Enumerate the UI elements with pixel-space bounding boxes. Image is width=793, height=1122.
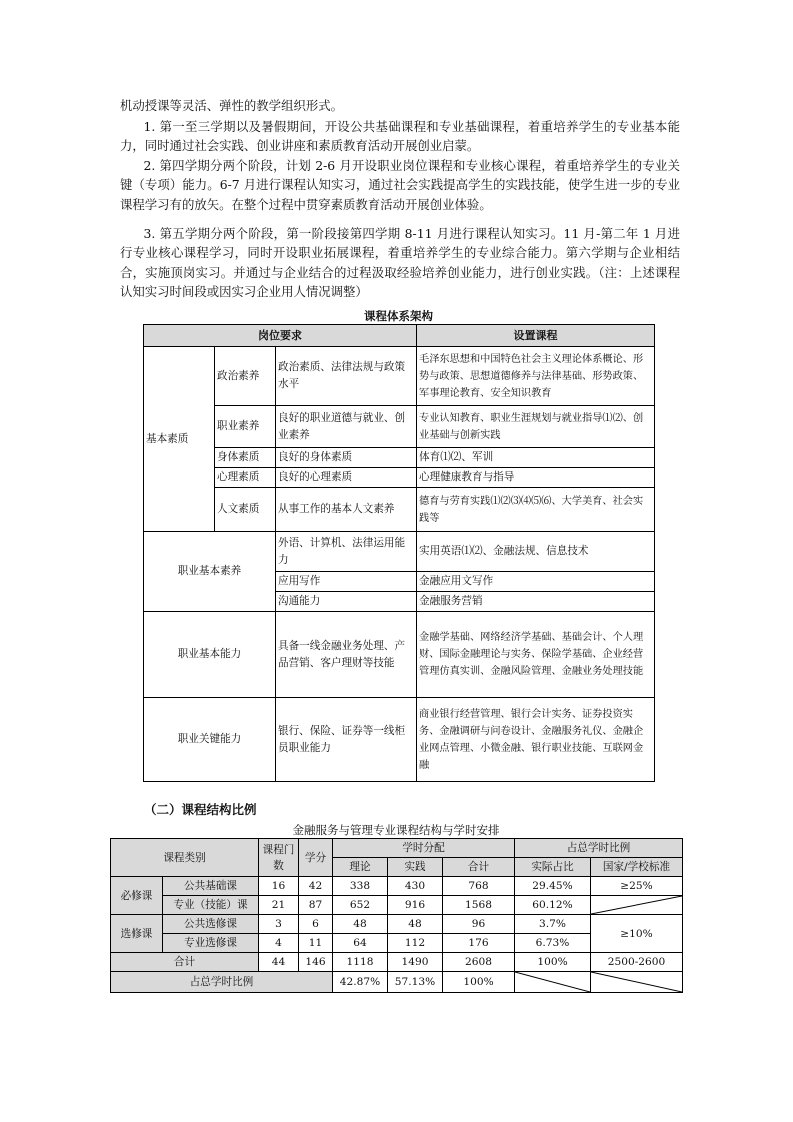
row-name: 专业选修课 [163,934,259,953]
credit-cell: 6 [299,915,333,934]
row-name: 专业（技能）课 [163,896,259,915]
course-cell: 德育与劳育实践⑴⑵⑶⑷⑸⑹、大学美育、社会实践等 [417,488,655,532]
actual-cell: 6.73% [515,934,591,953]
practice-cell: 916 [388,896,443,915]
header-course-type: 课程类别 [111,839,259,877]
course-cell: 金融学基础、网络经济学基础、基础会计、个人理财、国际金融理论与实务、保险学基础、企业经营管理仿真实训、金融风险管理、金融业务处理技能 [417,612,655,698]
credit-cell: 87 [299,896,333,915]
category-cell: 政治素养 [215,347,276,406]
practice-cell: 48 [388,915,443,934]
category-cell: 人文素质 [215,488,276,532]
requirement-cell: 从事工作的基本人文素养 [276,488,417,532]
row-name: 公共基础课 [163,877,259,896]
theory-cell: 652 [333,896,388,915]
actual-cell: 100% [515,953,591,972]
category-cell: 身体素质 [215,448,276,468]
theory-cell: 64 [333,934,388,953]
category-cell: 职业素养 [215,406,276,448]
table2-caption: 金融服务与管理专业课程结构与学时安排 [292,823,500,837]
elective-label: 选修课 [111,915,163,953]
theory-cell: 338 [333,877,388,896]
credit-cell: 11 [299,934,333,953]
requirement-cell: 良好的心理素质 [276,468,417,488]
actual-cell: 29.45% [515,877,591,896]
requirement-cell: 政治素质、法律法规与政策水平 [276,347,417,406]
requirement-cell: 良好的职业道德与就业、创业素养 [276,406,417,448]
practice-cell: 1490 [388,953,443,972]
count-cell: 3 [259,915,299,934]
header-courses: 设置课程 [417,325,655,347]
header-position-requirement: 岗位要求 [144,325,417,347]
standard-cell: ≥25% [591,877,683,896]
header-theory: 理论 [333,858,388,877]
diagonal-empty-cell [591,972,683,993]
course-cell: 商业银行经营管理、银行会计实务、证券投资实务、金融调研与问卷设计、金融服务礼仪、金融企业网点管理、小微金融、银行职业技能、互联网金融 [417,698,655,782]
prof-basic-quality-label: 职业基本素养 [144,532,276,612]
paragraph-intro: 机动授课等灵活、弹性的教学组织形式。 [120,98,344,113]
prof-key-ability-label: 职业关键能力 [144,698,276,782]
requirement-cell: 外语、计算机、法律运用能力 [276,532,417,572]
total-cell: 1568 [443,896,515,915]
header-standard: 国家/学校标准 [591,858,683,877]
header-hours: 学时分配 [333,839,515,858]
row-name: 公共选修课 [163,915,259,934]
required-label: 必修课 [111,877,163,915]
count-cell: 21 [259,896,299,915]
total-cell: 176 [443,934,515,953]
theory-ratio-cell: 42.87% [333,972,388,993]
requirement-cell: 良好的身体素质 [276,448,417,468]
requirement-cell: 具备一线金融业务处理、产品营销、客户理财等技能 [276,612,417,698]
curriculum-structure-table [143,324,655,782]
paragraph-3: 3. 第五学期分两个阶段，第一阶段接第四学期 8-11 月进行课程认知实习。11 月-第二年 1 月进行专业核心课程学习，同时开设职业拓展课程，着重培养学生的专业综合能力。第六学期与企业相结合，实施顶岗实习。并通过与企业结合的过程汲取经验培养创业能力，进行创业实践。（注：上述课程认知实习时间段或因实习企业用人情况调整） [120,226,680,299]
header-credit: 学分 [299,839,333,877]
practice-cell: 112 [388,934,443,953]
paragraph-2: 2. 第四学期分两个阶段，计划 2-6 月开设职业岗位课程和专业核心课程，着重培养学生的专业关键（专项）能力。6-7 月进行课程认知实习，通过社会实践提高学生的实践技能，使学生进一步的专业课程学习有的放矢。在整个过程中贯穿素质教育活动开展创业体验。 [120,158,680,212]
actual-cell: 3.7% [515,915,591,934]
total-cell: 96 [443,915,515,934]
count-cell: 16 [259,877,299,896]
course-structure-ratio-table [110,838,683,993]
requirement-cell: 应用写作 [276,572,417,592]
course-cell: 专业认知教育、职业生涯规划与就业指导⑴⑵、创业基础与创新实践 [417,406,655,448]
sum-label: 合计 [111,953,259,972]
course-cell: 金融应用文写作 [417,572,655,592]
requirement-cell: 沟通能力 [276,592,417,612]
credit-cell: 42 [299,877,333,896]
header-course-count: 课程门数 [259,839,299,877]
section-heading: （二）课程结构比例 [144,802,257,817]
diagonal-empty-cell [591,896,683,915]
header-practice: 实践 [388,858,443,877]
total-ratio-cell: 100% [443,972,515,993]
category-cell: 心理素质 [215,468,276,488]
prof-basic-ability-label: 职业基本能力 [144,612,276,698]
count-cell: 4 [259,934,299,953]
course-cell: 实用英语⑴⑵、金融法规、信息技术 [417,532,655,572]
course-cell: 体育⑴⑵、军训 [417,448,655,468]
header-actual-ratio: 实际占比 [515,858,591,877]
course-cell: 心理健康教育与指导 [417,468,655,488]
theory-cell: 1118 [333,953,388,972]
header-ratio: 占总学时比例 [515,839,683,858]
practice-ratio-cell: 57.13% [388,972,443,993]
credit-cell: 146 [299,953,333,972]
diagonal-empty-cell [515,972,591,993]
basic-quality-label: 基本素质 [144,347,215,532]
count-cell: 44 [259,953,299,972]
total-cell: 768 [443,877,515,896]
standard-cell: 2500-2600 [591,953,683,972]
ratio-row-label: 占总学时比例 [111,972,333,993]
course-cell: 金融服务营销 [417,592,655,612]
paragraph-1: 1. 第一至三学期以及暑假期间，开设公共基础课程和专业基础课程，着重培养学生的专业基本能力，同时通过社会实践、创业讲座和素质教育活动开展创业启蒙。 [120,119,680,154]
header-total: 合计 [443,858,515,877]
theory-cell: 48 [333,915,388,934]
actual-cell: 60.12% [515,896,591,915]
course-cell: 毛泽东思想和中国特色社会主义理论体系概论、形势与政策、思想道德修养与法律基础、形势政策、军事理论教育、安全知识教育 [417,347,655,406]
standard-cell: ≥10% [591,915,683,953]
practice-cell: 430 [388,877,443,896]
table1-caption: 课程体系架构 [364,309,433,323]
requirement-cell: 银行、保险、证券等一线柜员职业能力 [276,698,417,782]
total-cell: 2608 [443,953,515,972]
